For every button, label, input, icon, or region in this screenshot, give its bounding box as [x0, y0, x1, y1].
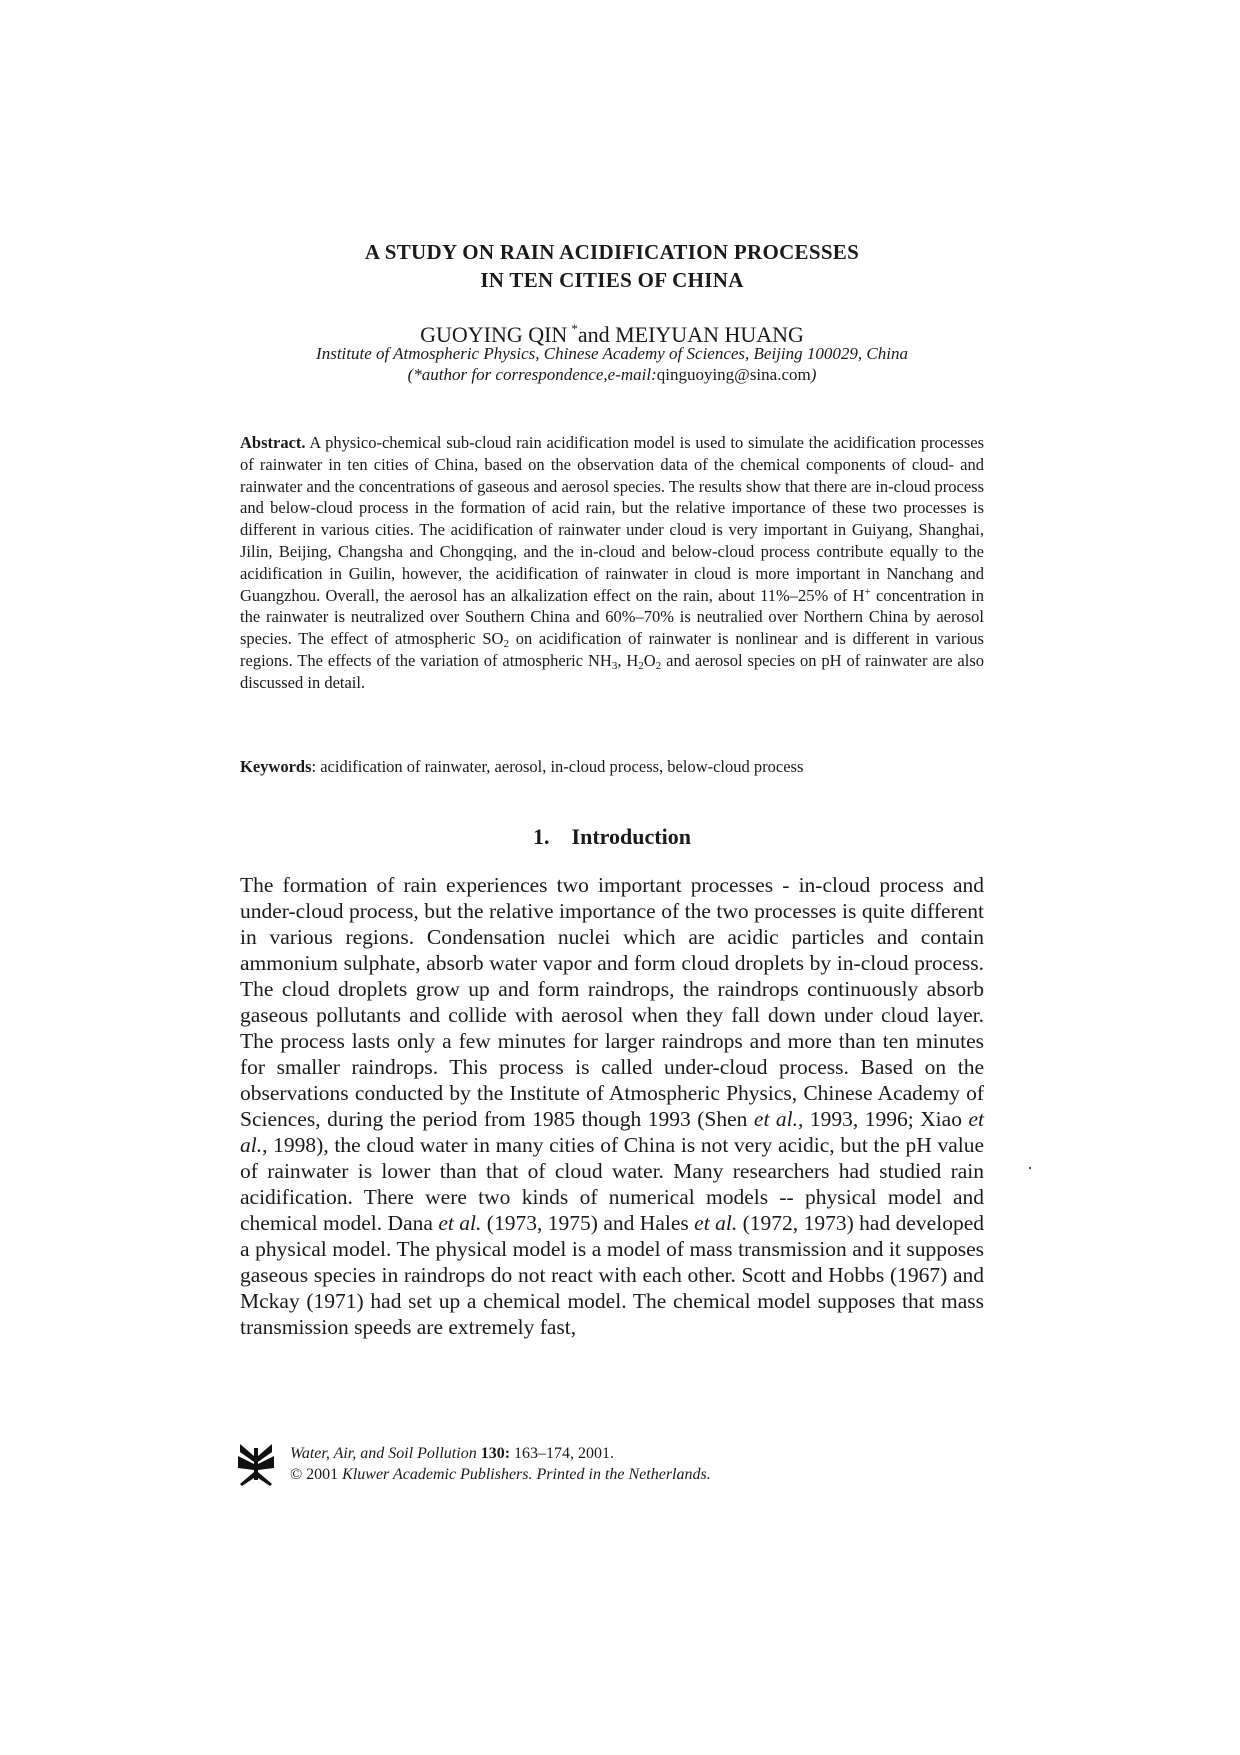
intro-text-4: (1973, 1975) and Hales: [481, 1211, 695, 1235]
journal-footer: [290, 1443, 930, 1485]
journal-pages: 163–174, 2001.: [510, 1445, 615, 1462]
keywords-text: : acidification of rainwater, aerosol, in-cloud process, below-cloud process: [311, 757, 804, 776]
intro-etal-4: et al.: [694, 1211, 738, 1235]
intro-etal-3: et al.: [438, 1211, 482, 1235]
abstract-h2-sub: 2: [638, 659, 644, 672]
intro-text-2: , 1993, 1996; Xiao: [798, 1107, 969, 1131]
author-second: and MEIYUAN HUANG: [577, 322, 804, 347]
abstract-text-3: on acidification of rainwater is nonlinear and is different in various regions. The effects of the variation of atmospheric NH: [240, 629, 984, 670]
intro-etal-1: et al.: [753, 1107, 798, 1131]
abstract-so2-sub: 2: [503, 638, 509, 651]
correspondence-suffix: ): [810, 365, 817, 384]
abstract-h-plus: +: [864, 585, 871, 598]
intro-text-1: The formation of rain experiences two important processes - in-cloud process and under-cloud process, but the relative importance of the two processes is quite different in various regions. Condensation nuclei which are acidic particles and contain ammonium sulphate, absorb water vapor and form cloud droplets by in-cloud process. The cloud droplets grow up and form raindrops, the raindrops continuously absorb gaseous pollutants and collide with aerosol when they fall down under cloud layer. The process lasts only a few minutes for larger raindrops and more than ten minutes for smaller raindrops. This process is called under-cloud process. Based on the observations conducted by the Institute of Atmospheric Physics, Chinese Academy of Sciences, during the period from 1985 though 1993 (Shen: [240, 873, 984, 1131]
keywords-label: Keywords: [240, 757, 312, 776]
abstract-label: Abstract.: [240, 433, 306, 452]
abstract-o2-sub: 2: [655, 659, 662, 672]
publisher-logo-icon: [238, 1442, 274, 1486]
introduction-paragraph: [240, 872, 984, 1340]
correspondence-line: [200, 364, 1024, 385]
intro-etal-2: et al.: [240, 1107, 984, 1157]
journal-citation: [290, 1443, 930, 1464]
abstract-text-2: concentration in the rainwater is neutralized over Southern China and 60%–70% is neutralied over Northern China by aerosol species. The effect of atmospheric SO: [240, 585, 984, 649]
intro-text-3: , 1998), the cloud water in many cities of China is not very acidic, but the pH value of rainwater is lower than that of cloud water. Many researchers had studied rain acidification. There were two kinds of numerical models -- physical model and chemical model. Dana: [240, 1133, 984, 1235]
copyright-line: [290, 1464, 930, 1485]
scan-speck: [1029, 1167, 1031, 1169]
intro-text-5: (1972, 1973) had developed a physical model. The physical model is a model of mass transmission and it supposes gaseous species in raindrops do not react with each other. Scott and Hobbs (1967) and Mckay (1971) had set up a chemical model. The chemical model supposes that mass transmission speeds are extremely fast,: [240, 1211, 984, 1339]
paper-title: [240, 238, 984, 294]
publisher-name: Kluwer Academic Publishers. Printed in the Netherlands.: [342, 1466, 711, 1483]
affiliation: [200, 343, 1024, 385]
email-address[interactable]: qinguoying@sina.com: [656, 365, 811, 384]
title-line-1: A STUDY ON RAIN ACIDIFICATION PROCESSES: [364, 240, 860, 264]
abstract-text-1: A physico-chemical sub-cloud rain acidification model is used to simulate the acidification processes of rainwater in ten cities of China, based on the observation data of the chemical components of cloud- and rainwater and the concentrations of gaseous and aerosol species. The results show that there are in-cloud process and below-cloud process in the formation of acid rain, but the relative importance of these two processes is different in various cities. The acidification of rainwater under cloud is very important in Guiyang, Shanghai, Jilin, Beijing, Changsha and Chongqing, and the in-cloud and below-cloud process contribute equally to the acidification in Guilin, however, the acidification of rainwater in cloud is more important in Nanchang and Guangzhou. Overall, the aerosol has an alkalization effect on the rain, about 11%–25% of H: [240, 433, 984, 605]
journal-name: Water, Air, and Soil Pollution: [290, 1445, 477, 1462]
author-first: GUOYING QIN: [420, 322, 568, 347]
correspondence-mark: *: [571, 321, 578, 336]
abstract-nh3-sub: 3: [611, 659, 618, 672]
journal-volume: 130:: [480, 1445, 511, 1462]
section-title: Introduction: [571, 824, 691, 849]
section-number: 1.: [533, 824, 550, 849]
title-line-2: IN TEN CITIES OF CHINA: [480, 268, 744, 292]
abstract-text-5: O: [643, 650, 656, 670]
copyright-year: © 2001: [290, 1466, 343, 1483]
abstract-text-6: and aerosol species on pH of rainwater are also discussed in detail.: [240, 650, 985, 692]
abstract: [240, 432, 984, 694]
correspondence-prefix: (*author for correspondence,e-mail:: [407, 365, 657, 384]
section-heading: [240, 824, 984, 850]
keywords: [240, 756, 984, 778]
institute: Institute of Atmospheric Physics, Chinese Academy of Sciences, Beijing 100029, China: [316, 344, 908, 363]
abstract-text-4: , H: [617, 650, 639, 670]
